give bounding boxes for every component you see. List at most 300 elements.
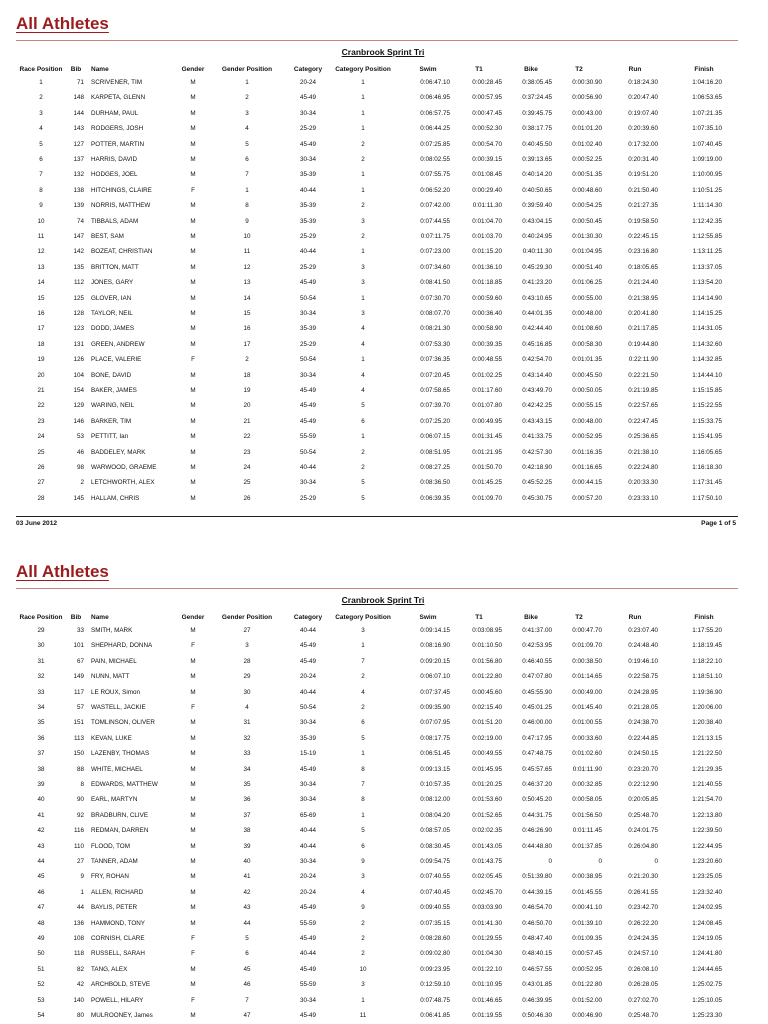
- cell-t1: 0:02:15.40: [472, 704, 502, 711]
- cell-bib: 90: [76, 796, 84, 804]
- cell-gender-position: 4: [245, 704, 249, 711]
- cell-category-position: 1: [361, 642, 365, 650]
- cell-bib: 150: [73, 750, 84, 758]
- cell-gender-position: 1: [245, 186, 249, 194]
- cell-name: TIBBALS, ADAM: [91, 217, 139, 225]
- cell-category: 30-34: [299, 156, 317, 163]
- cell-gender: M: [190, 125, 196, 133]
- cell-category: 40-44: [299, 627, 317, 634]
- cell-gender-position: 34: [243, 765, 251, 773]
- table-row: [0, 950, 768, 964]
- cell-gender-position: 3: [245, 642, 249, 650]
- cell-bib: 53: [76, 433, 84, 441]
- cell-t1: 0:00:54.70: [472, 140, 502, 148]
- cell-t2: 0:00:52.95: [572, 433, 602, 441]
- header-bike: Bike: [524, 614, 538, 621]
- cell-name: WARING, NEIL: [91, 402, 135, 410]
- cell-finish: 1:22:44.95: [692, 842, 722, 850]
- cell-swim: 0:07:40.45: [420, 888, 450, 896]
- header-t1: T1: [475, 614, 483, 621]
- cell-bib: 104: [73, 371, 84, 379]
- cell-bib: 9: [80, 873, 84, 881]
- header-bike: Bike: [524, 66, 538, 73]
- cell-t2: 0:01:22.80: [572, 981, 602, 989]
- cell-bib: 127: [73, 140, 84, 148]
- cell-category-position: 1: [361, 996, 365, 1004]
- cell-bib: 137: [73, 156, 84, 163]
- cell-t1: 0:01:45.25: [472, 479, 502, 487]
- cell-t2: 0:01:04.95: [572, 248, 602, 256]
- cell-category-position: 7: [361, 781, 365, 788]
- cell-bib: 8: [80, 781, 84, 788]
- cell-gender: M: [190, 888, 196, 896]
- cell-swim: 0:08:27.25: [420, 464, 450, 471]
- cell-gender-position: 35: [243, 781, 251, 788]
- cell-race-position: 38: [37, 765, 45, 773]
- cell-gender-position: 16: [243, 325, 251, 333]
- cell-bib: 146: [73, 417, 84, 425]
- table-row: [0, 310, 768, 324]
- cell-gender: M: [190, 479, 196, 487]
- cell-t2: 0:00:48.00: [572, 417, 602, 425]
- cell-race-position: 1: [39, 79, 43, 86]
- cell-finish: 1:24:41.80: [692, 950, 722, 958]
- cell-bike: 0:45:57.65: [522, 765, 552, 773]
- cell-t2: 0:00:49.00: [572, 688, 602, 696]
- cell-gender-position: 29: [243, 673, 251, 681]
- cell-bib: 143: [73, 125, 84, 133]
- cell-race-position: 28: [37, 494, 45, 502]
- cell-swim: 0:07:40.55: [420, 873, 450, 881]
- cell-category-position: 1: [361, 356, 365, 364]
- cell-race-position: 54: [37, 1012, 45, 1019]
- cell-t2: 0:00:38.95: [572, 873, 602, 881]
- cell-swim: 0:07:34.60: [420, 263, 450, 271]
- cell-finish: 1:16:18.30: [692, 464, 722, 471]
- cell-finish: 1:24:02.95: [692, 904, 722, 912]
- cell-bike: 0:44:39.15: [522, 888, 552, 896]
- cell-gender-position: 40: [243, 858, 251, 865]
- cell-swim: 0:08:41.50: [420, 279, 450, 287]
- cell-finish: 1:23:32.40: [692, 888, 722, 896]
- cell-finish: 1:21:40.55: [692, 781, 722, 788]
- cell-run: 0:23:07.40: [628, 627, 658, 634]
- header-swim: Swim: [419, 614, 437, 621]
- cell-race-position: 27: [37, 479, 45, 487]
- cell-swim: 0:08:04.20: [420, 811, 450, 819]
- cell-category: 40-44: [299, 186, 317, 194]
- cell-category: 30-34: [299, 858, 317, 865]
- table-row: [0, 341, 768, 355]
- cell-swim: 0:09:35.90: [420, 704, 450, 711]
- cell-gender: M: [190, 919, 196, 927]
- cell-gender-position: 44: [243, 919, 251, 927]
- cell-run: 0: [654, 858, 658, 865]
- cell-category: 25-29: [299, 125, 317, 133]
- cell-swim: 0:07:42.00: [420, 202, 450, 210]
- cell-t1: 0:01:08.45: [472, 171, 502, 179]
- cell-gender-position: 10: [243, 233, 251, 240]
- cell-name: BADDELEY, MARK: [91, 448, 146, 456]
- table-row: [0, 843, 768, 857]
- header-finish: Finish: [694, 614, 714, 621]
- cell-category-position: 5: [361, 402, 365, 410]
- cell-category-position: 5: [361, 827, 365, 835]
- cell-run: 0:22:21.50: [628, 371, 658, 379]
- cell-bike: 0:40:45.50: [522, 140, 552, 148]
- cell-gender-position: 6: [245, 950, 249, 958]
- cell-bike: 0:50:46.30: [522, 1012, 552, 1019]
- cell-name: JONES, GARY: [91, 279, 134, 287]
- cell-gender-position: 37: [243, 811, 251, 819]
- header-category: Category: [293, 66, 323, 73]
- cell-t1: 0:01:22.10: [472, 965, 502, 973]
- cell-race-position: 25: [37, 448, 45, 456]
- table-row: [0, 966, 768, 980]
- title-divider: [16, 588, 738, 589]
- table-row: [0, 295, 768, 309]
- cell-gender-position: 15: [243, 310, 251, 317]
- cell-gender-position: 27: [243, 627, 251, 634]
- cell-t1: 0:01:45.95: [472, 765, 502, 773]
- cell-category: 45-49: [299, 402, 317, 410]
- cell-name: BONE, DAVID: [91, 371, 132, 379]
- cell-bib: 151: [73, 719, 84, 727]
- cell-gender-position: 12: [243, 263, 251, 271]
- cell-t2: 0:00:58.05: [572, 796, 602, 804]
- cell-category-position: 6: [361, 417, 365, 425]
- table-row: [0, 233, 768, 247]
- table-row: [0, 202, 768, 216]
- cell-bike: 0:46:54.70: [522, 904, 552, 912]
- cell-name: BRITTON, MATT: [91, 263, 139, 271]
- cell-t2: 0:01:02.60: [572, 750, 602, 758]
- cell-gender-position: 4: [245, 125, 249, 133]
- cell-finish: 1:15:22.55: [692, 402, 722, 410]
- cell-gender: F: [191, 950, 195, 958]
- table-row: [0, 356, 768, 370]
- cell-category-position: 3: [361, 981, 365, 989]
- cell-name: SCRIVENER, TIM: [91, 79, 142, 86]
- cell-category: 35-39: [299, 202, 317, 210]
- cell-race-position: 51: [37, 965, 45, 973]
- cell-gender-position: 42: [243, 888, 251, 896]
- cell-run: 0:21:28.05: [628, 704, 658, 711]
- cell-category: 30-34: [299, 796, 317, 804]
- cell-gender-position: 11: [243, 248, 251, 256]
- cell-t1: 0:00:39.15: [472, 156, 502, 163]
- cell-gender: M: [190, 171, 196, 179]
- cell-gender: M: [190, 387, 196, 394]
- cell-swim: 0:10:57.35: [420, 781, 450, 788]
- cell-category-position: 3: [361, 873, 365, 881]
- cell-category: 55-59: [299, 981, 317, 989]
- cell-category: 35-39: [299, 734, 317, 742]
- cell-bib: 112: [73, 279, 84, 287]
- cell-gender: M: [190, 448, 196, 456]
- cell-swim: 0:08:16.90: [420, 642, 450, 650]
- cell-name: HAMMOND, TONY: [91, 919, 145, 927]
- cell-category: 45-49: [299, 387, 317, 394]
- cell-swim: 0:07:25.85: [420, 140, 450, 148]
- cell-finish: 1:19:36.90: [692, 688, 722, 696]
- cell-bib: 131: [73, 340, 84, 348]
- cell-t2: 0:00:51.35: [572, 171, 602, 179]
- cell-category-position: 2: [361, 202, 365, 210]
- cell-finish: 1:16:05.65: [692, 448, 722, 456]
- cell-finish: 1:24:44.65: [692, 965, 722, 973]
- cell-race-position: 37: [37, 750, 45, 758]
- cell-category-position: 8: [361, 796, 365, 804]
- cell-name: DURHAM, PAUL: [91, 109, 139, 117]
- cell-run: 0:19:46.10: [628, 657, 658, 665]
- cell-finish: 1:14:32.60: [692, 340, 722, 348]
- cell-run: 0:20:39.60: [628, 125, 658, 133]
- table-row: [0, 418, 768, 432]
- table-row: [0, 935, 768, 949]
- header-t1: T1: [475, 66, 483, 73]
- cell-category: 50-54: [299, 294, 317, 302]
- cell-race-position: 15: [37, 294, 45, 302]
- cell-swim: 0:07:23.00: [420, 248, 450, 256]
- cell-category: 40-44: [299, 827, 317, 835]
- cell-gender-position: 5: [245, 935, 249, 942]
- cell-run: 0:19:51.20: [628, 171, 658, 179]
- cell-bib: 118: [73, 950, 84, 958]
- cell-t1: 0:01:19.55: [472, 1012, 502, 1019]
- cell-swim: 0:07:58.65: [420, 387, 450, 394]
- cell-category: 65-69: [299, 811, 317, 819]
- cell-bib: 128: [73, 310, 84, 317]
- cell-t2: 0:00:41.10: [572, 904, 602, 912]
- cell-gender-position: 6: [245, 156, 249, 163]
- cell-t1: 0:01:50.70: [472, 464, 502, 471]
- cell-finish: 1:14:32.85: [692, 356, 722, 364]
- cell-swim: 0:06:46.95: [420, 94, 450, 102]
- cell-category: 25-29: [299, 263, 317, 271]
- cell-run: 0:18:24.30: [628, 79, 658, 86]
- cell-swim: 0:07:20.45: [420, 371, 450, 379]
- cell-category: 55-59: [299, 433, 317, 441]
- cell-category-position: 1: [361, 171, 365, 179]
- cell-bib: 57: [76, 704, 84, 711]
- cell-category-position: 9: [361, 858, 365, 865]
- cell-race-position: 44: [37, 858, 45, 865]
- cell-swim: 0:06:39.35: [420, 494, 450, 502]
- table-row: [0, 464, 768, 478]
- cell-swim: 0:08:57.05: [420, 827, 450, 835]
- cell-bib: 140: [73, 996, 84, 1004]
- cell-category-position: 2: [361, 950, 365, 958]
- cell-category: 15-19: [299, 750, 317, 758]
- cell-name: KEVAN, LUKE: [91, 734, 132, 742]
- cell-run: 0:22:44.85: [628, 734, 658, 742]
- cell-name: BEST, SAM: [91, 233, 124, 240]
- cell-category-position: 2: [361, 935, 365, 942]
- cell-name: BOZEAT, CHRISTIAN: [91, 248, 153, 256]
- cell-finish: 1:22:39.50: [692, 827, 722, 835]
- cell-race-position: 41: [37, 811, 45, 819]
- cell-race-position: 21: [37, 387, 45, 394]
- table-row: [0, 279, 768, 293]
- cell-name: CORNISH, CLARE: [91, 935, 145, 942]
- cell-name: LAZENBY, THOMAS: [91, 750, 150, 758]
- cell-gender-position: 38: [243, 827, 251, 835]
- cell-bike: 0:43:14.40: [522, 371, 552, 379]
- table-row: [0, 889, 768, 903]
- cell-category-position: 4: [361, 688, 365, 696]
- cell-swim: 0:07:48.75: [420, 996, 450, 1004]
- cell-run: 0:24:50.15: [628, 750, 658, 758]
- cell-gender-position: 36: [243, 796, 251, 804]
- cell-bib: 44: [76, 904, 84, 912]
- cell-gender-position: 23: [243, 448, 251, 456]
- table-row: [0, 218, 768, 232]
- cell-run: 0:21:27.35: [628, 202, 658, 210]
- cell-category-position: 6: [361, 719, 365, 727]
- cell-t2: 0:01:08.60: [572, 325, 602, 333]
- table-row: [0, 264, 768, 278]
- cell-race-position: 4: [39, 125, 43, 133]
- cell-bib: 46: [76, 448, 84, 456]
- cell-gender: M: [190, 719, 196, 727]
- table-row: [0, 796, 768, 810]
- cell-race-position: 3: [39, 109, 43, 117]
- cell-run: 0:26:08.10: [628, 965, 658, 973]
- cell-name: HITCHINGS, CLAIRE: [91, 186, 152, 194]
- cell-name: BAKER, JAMES: [91, 387, 137, 394]
- cell-name: ARCHBOLD, STEVE: [91, 981, 151, 989]
- cell-bike: 0:40:14.20: [522, 171, 552, 179]
- cell-race-position: 26: [37, 464, 45, 471]
- table-row: [0, 387, 768, 401]
- table-row: [0, 781, 768, 795]
- table-row: [0, 920, 768, 934]
- cell-name: WHITE, MICHAEL: [91, 765, 143, 773]
- cell-race-position: 16: [37, 310, 45, 317]
- cell-finish: 1:22:13.80: [692, 811, 722, 819]
- table-bottom-divider: [16, 516, 738, 517]
- cell-gender-position: 17: [243, 340, 251, 348]
- cell-finish: 1:15:15.85: [692, 387, 722, 394]
- cell-gender: M: [190, 248, 196, 256]
- table-row: [0, 1012, 768, 1024]
- cell-finish: 1:23:20.60: [692, 858, 722, 865]
- cell-finish: 1:20:06.00: [692, 704, 722, 711]
- cell-race-position: 31: [37, 657, 45, 665]
- cell-run: 0:23:20.70: [628, 765, 658, 773]
- cell-t2: 0:00:52.95: [572, 965, 602, 973]
- cell-bib: 147: [73, 233, 84, 240]
- cell-run: 0:25:48.70: [628, 811, 658, 819]
- cell-category: 20-24: [299, 873, 317, 881]
- cell-t2: 0:00:57.45: [572, 950, 602, 958]
- cell-bib: 92: [76, 811, 84, 819]
- cell-race-position: 19: [37, 356, 45, 364]
- cell-swim: 0:07:37.45: [420, 688, 450, 696]
- cell-t2: 0:01:09.35: [572, 935, 602, 942]
- cell-t1: 0:01:04.70: [472, 217, 502, 225]
- cell-category: 30-34: [299, 781, 317, 788]
- cell-bike: 0:47:07.80: [522, 673, 552, 681]
- cell-category-position: 4: [361, 340, 365, 348]
- cell-name: HALLAM, CHRIS: [91, 494, 140, 502]
- cell-bike: 0:42:18.90: [522, 464, 552, 471]
- cell-race-position: 39: [37, 781, 45, 788]
- cell-t2: 0:01:14.65: [572, 673, 602, 681]
- cell-bike: 0:39:59.40: [522, 202, 552, 210]
- table-row: [0, 79, 768, 93]
- cell-race-position: 29: [37, 627, 45, 634]
- table-row: [0, 495, 768, 509]
- cell-gender: M: [190, 750, 196, 758]
- cell-gender-position: 24: [243, 464, 251, 471]
- cell-bike: 0:47:17.95: [522, 734, 552, 742]
- cell-t1: 0:03:03.90: [472, 904, 502, 912]
- cell-category: 45-49: [299, 417, 317, 425]
- cell-category: 20-24: [299, 673, 317, 681]
- cell-gender-position: 19: [243, 387, 251, 394]
- cell-category: 40-44: [299, 248, 317, 256]
- cell-bib: 132: [73, 171, 84, 179]
- cell-swim: 0:06:44.25: [420, 125, 450, 133]
- cell-category-position: 2: [361, 673, 365, 681]
- cell-finish: 1:09:19.00: [692, 156, 722, 163]
- cell-category-position: 1: [361, 811, 365, 819]
- table-row: [0, 156, 768, 170]
- cell-name: KARPETA, GLENN: [91, 94, 146, 102]
- cell-finish: 1:21:29.35: [692, 765, 722, 773]
- cell-race-position: 33: [37, 688, 45, 696]
- table-row: [0, 735, 768, 749]
- cell-category: 50-54: [299, 704, 317, 711]
- cell-race-position: 46: [37, 888, 45, 896]
- table-row: [0, 704, 768, 718]
- cell-finish: 1:11:14.30: [692, 202, 722, 210]
- cell-bib: 123: [73, 325, 84, 333]
- cell-bib: 139: [73, 202, 84, 210]
- table-row: [0, 627, 768, 641]
- cell-race-position: 53: [37, 996, 45, 1004]
- cell-gender-position: 28: [243, 657, 251, 665]
- header-bib: Bib: [70, 66, 82, 73]
- cell-race-position: 13: [37, 263, 45, 271]
- cell-t2: 0:01:39.10: [572, 919, 602, 927]
- cell-t2: 0:01:06.25: [572, 279, 602, 287]
- header-swim: Swim: [419, 66, 437, 73]
- cell-finish: 1:21:13.15: [692, 734, 722, 742]
- cell-gender: M: [190, 811, 196, 819]
- cell-bib: 88: [76, 765, 84, 773]
- cell-bike: 0: [548, 858, 552, 865]
- cell-race-position: 32: [37, 673, 45, 681]
- cell-t2: 0:00:51.40: [572, 263, 602, 271]
- event-name: Cranbrook Sprint Tri: [341, 595, 425, 605]
- cell-t2: 0:00:45.50: [572, 371, 602, 379]
- cell-bib: 138: [73, 186, 84, 194]
- cell-gender: M: [190, 657, 196, 665]
- cell-name: RUSSELL, SARAH: [91, 950, 145, 958]
- cell-run: 0:21:19.85: [628, 387, 658, 394]
- cell-gender: M: [190, 94, 196, 102]
- cell-name: SHEPHARD, DONNA: [91, 642, 153, 650]
- cell-t1: 0:02:19.00: [472, 734, 502, 742]
- cell-category-position: 2: [361, 140, 365, 148]
- cell-race-position: 18: [37, 340, 45, 348]
- cell-swim: 0:07:11.75: [420, 233, 450, 240]
- cell-bike: 0:46:50.70: [522, 919, 552, 927]
- cell-run: 0:24:24.35: [628, 935, 658, 942]
